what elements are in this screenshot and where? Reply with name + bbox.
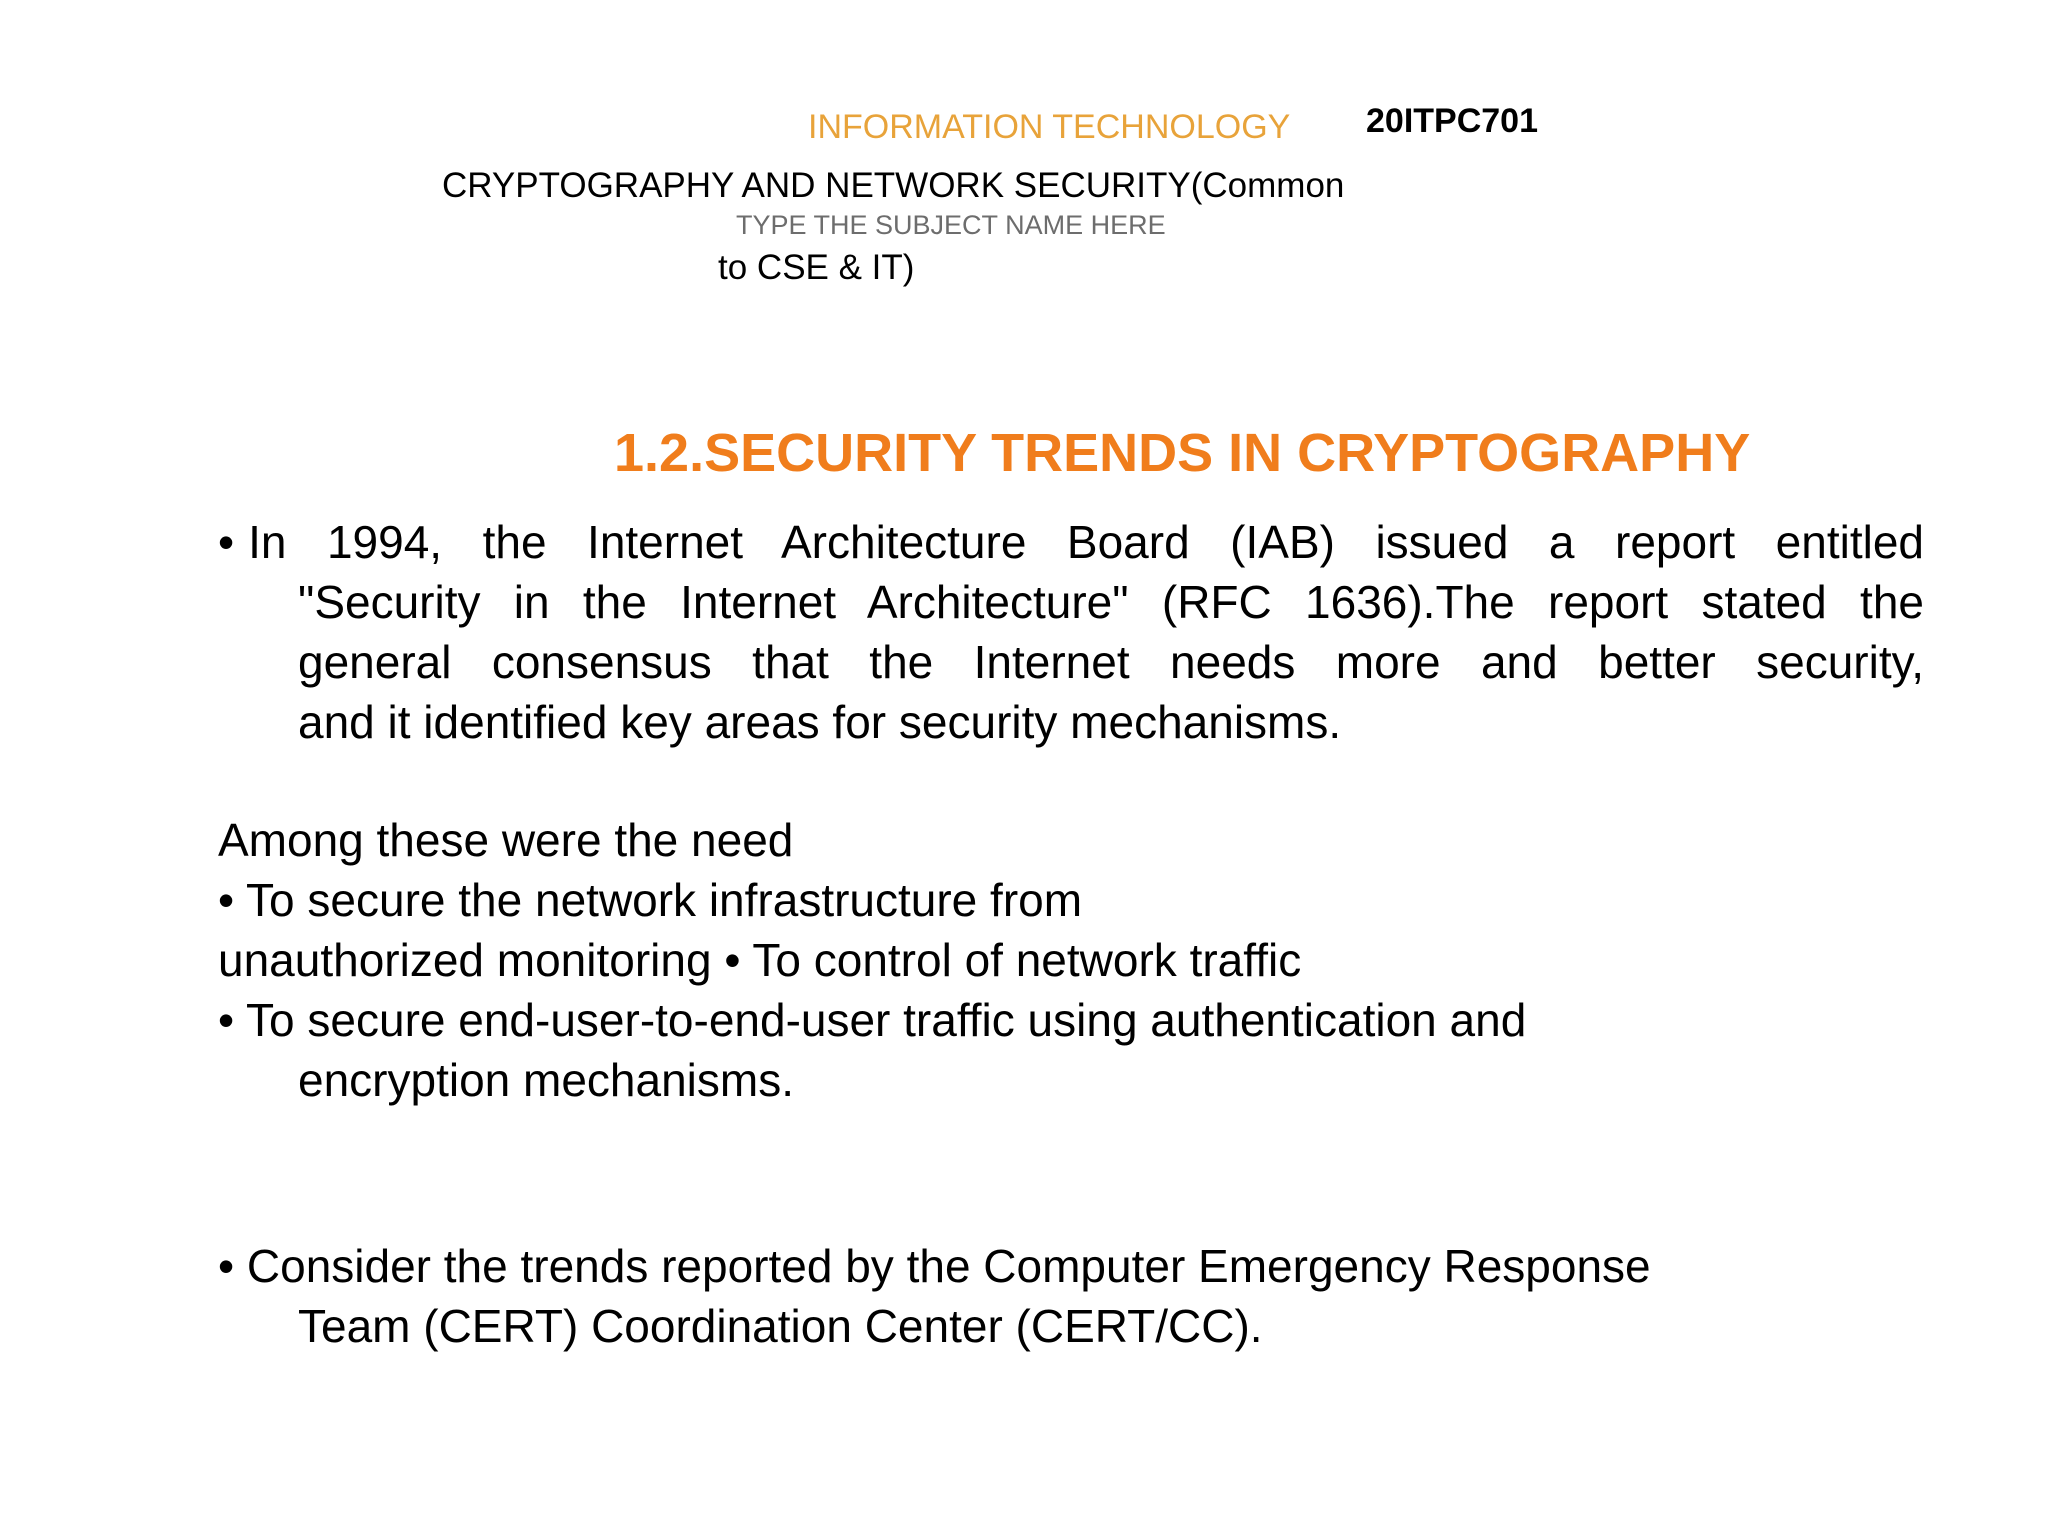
paragraph-line: general consensus that the Internet needs more and better security,: [298, 636, 1924, 688]
list-item: • To secure end-user-to-end-user traffic using authentication and: [218, 994, 1527, 1046]
subject-title-line-1: CRYPTOGRAPHY AND NETWORK SECURITY(Common: [442, 166, 1345, 205]
paragraph-line: "Security in the Internet Architecture" (RFC 1636).The report stated the: [298, 576, 1924, 628]
needs-intro: Among these were the need: [218, 814, 794, 866]
list-item: • To secure the network infrastructure from: [218, 874, 1083, 926]
needs-list: [218, 810, 1526, 1110]
bullet-marker: •: [218, 516, 235, 568]
paragraph-line: Team (CERT) Coordination Center (CERT/CC).: [298, 1300, 1263, 1352]
list-item: unauthorized monitoring • To control of network traffic: [218, 934, 1302, 986]
section-heading: 1.2.SECURITY TRENDS IN CRYPTOGRAPHY: [614, 423, 1751, 483]
paragraph-line: and it identified key areas for security mechanisms.: [298, 696, 1342, 748]
list-item-continuation: encryption mechanisms.: [298, 1054, 794, 1106]
paragraph-iab-report: [218, 512, 1924, 752]
course-code: 20ITPC701: [1366, 102, 1538, 140]
subject-placeholder: TYPE THE SUBJECT NAME HERE: [736, 210, 1166, 240]
paragraph-line: • Consider the trends reported by the Computer Emergency Response: [218, 1240, 1651, 1292]
paragraph-line-text: In 1994, the Internet Architecture Board (IAB) issued a report entitled: [248, 516, 1924, 568]
paragraph-line: [218, 512, 1924, 572]
paragraph-cert-trends: [218, 1236, 1651, 1356]
subject-title-line-2: to CSE & IT): [718, 248, 915, 287]
department-label: INFORMATION TECHNOLOGY: [808, 108, 1291, 146]
